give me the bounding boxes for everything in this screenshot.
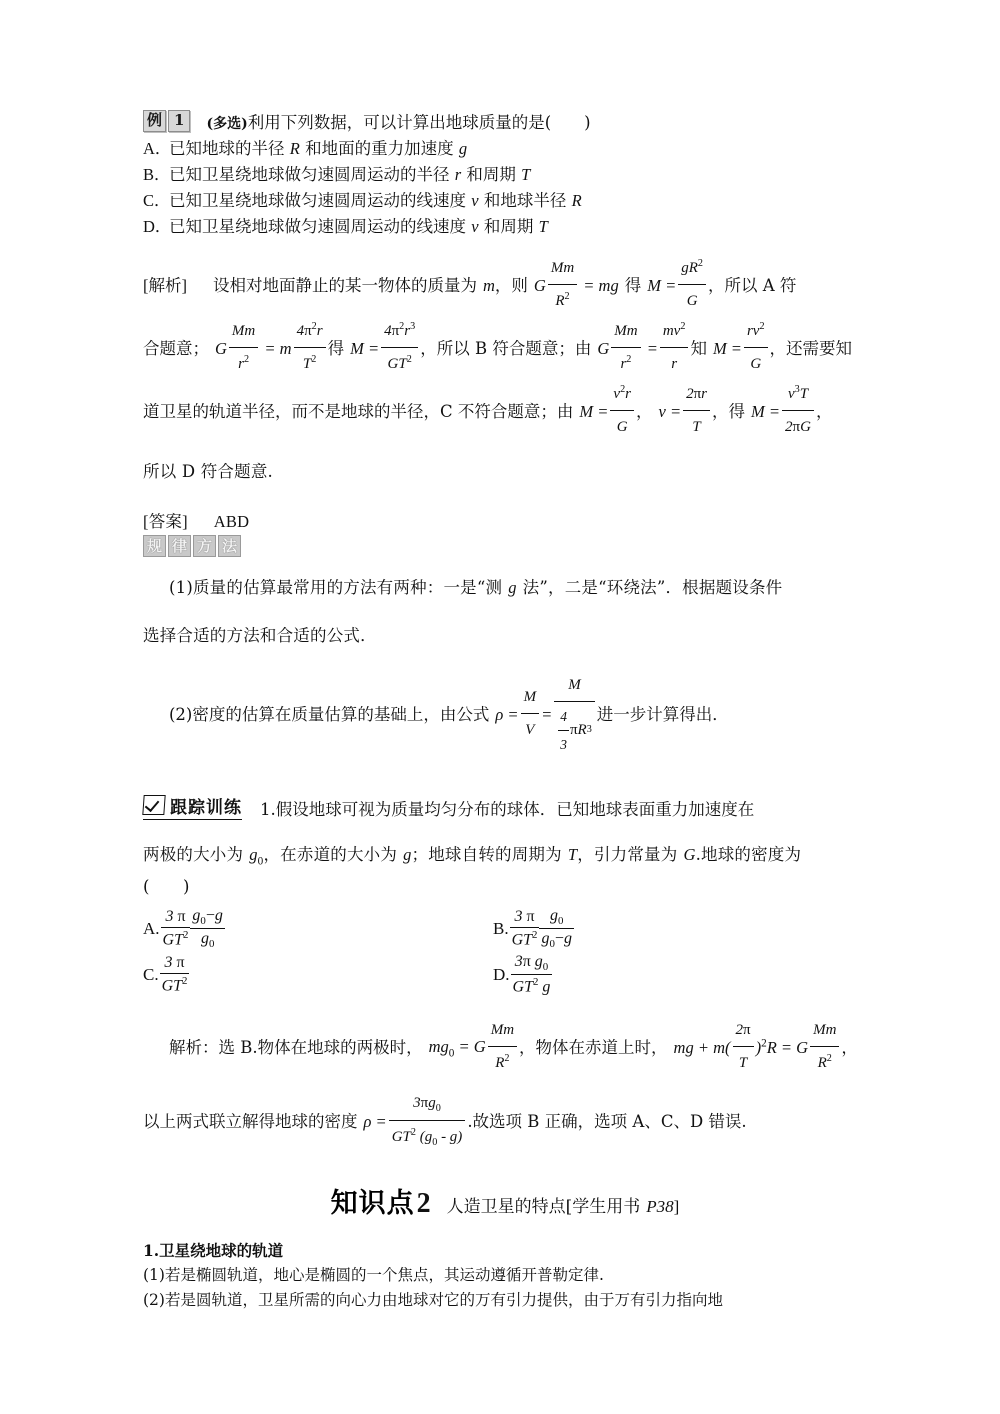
eq7-M: M = <box>579 402 609 422</box>
analysis-seg2: ，则 <box>494 276 528 296</box>
practice-question-line-3: ( ) <box>143 877 190 897</box>
practice-badge <box>143 793 242 820</box>
choice-b-var1: r <box>454 165 462 185</box>
analysis-seg10: 道卫星的轨道半径，而不是地球的半径，C 不符合题意；由 <box>143 402 574 422</box>
practice-option-d-frac1: $\frac{3\pi g_0}{GT^2 g}$ <box>512 952 551 996</box>
method-item2-b: 进一步计算得出． <box>596 705 729 724</box>
eq7-fraction: $\frac{v^2r}{G}$ <box>610 379 634 442</box>
choice-c <box>143 188 867 214</box>
knowledge-point-subtitle <box>447 1192 680 1217</box>
eq4-fraction: $\frac{4\pi^2r^3}{GT^2}$ <box>381 316 418 379</box>
method-item1-b: 法”，二是“环绕法”．根据题设条件 <box>522 578 783 598</box>
practice-option-b-frac2: $\frac{g_0}{g_0-g}$ <box>541 907 572 951</box>
practice-sol-eq1-lhs: $mg_0 = G$ <box>428 1036 486 1060</box>
practice-option-b-frac1: $\frac{3 \pi}{GT^2}$ <box>511 908 538 949</box>
practice-question-line-1: 1.假设地球可视为质量均匀分布的球体．已知地球表面重力加速度在 <box>260 799 755 819</box>
eq6-fraction: $\frac{rv^2}{G}$ <box>744 316 768 379</box>
analysis-seg6: 得 <box>327 339 345 359</box>
analysis-line-4: 所以 D 符合题意. <box>143 462 273 482</box>
eq5-fraction: $\frac{Mm}{r^2}$ <box>611 316 640 379</box>
practice-option-b[interactable] <box>493 906 843 952</box>
practice-sol-eq2-mid: )$^2$R = G <box>755 1037 809 1057</box>
knowledge-point-body <box>143 1238 867 1313</box>
practice-question-line-2 <box>143 842 867 871</box>
practice-solution-b: ，物体在赤道上时， <box>519 1037 668 1057</box>
practice-sol-eq2-fraction-2: $\frac{Mm}{R^2}$ <box>810 1015 839 1078</box>
answer-line <box>143 509 867 535</box>
choice-b <box>143 162 867 188</box>
eq5-fraction-2: $\frac{mv^2}{r}$ <box>660 316 689 379</box>
eq9-M: M = <box>751 402 781 422</box>
eq5-G: G <box>597 339 610 359</box>
analysis-seg11: ， <box>636 402 653 422</box>
method-item1-var: g <box>508 578 517 598</box>
knowledge-point-para-2: (2)若是圆轨道，卫星所需的向心力由地球对它的万有引力提供，由于万有引力指向地 <box>143 1290 723 1309</box>
choice-d-var1: v <box>471 217 479 237</box>
answer-value: ABD <box>213 511 250 531</box>
eq4-M: M = <box>350 339 380 359</box>
practice-solution-a: 解析：选 B.物体在地球的两极时， <box>169 1037 423 1057</box>
example-badge <box>143 110 190 132</box>
practice-option-d-label: D. <box>493 964 510 984</box>
practice-solution-line-2: 以上两式联立解得地球的密度 ρ = $\frac{3\pi g_0}{GT^2 (g_0 - g)}$ .故选项 B 正确，选项 A、C、D 错误. <box>143 1089 867 1155</box>
practice-option-a-frac2: $\frac{g_0-g}{g_0}$ <box>192 907 223 951</box>
choice-c-label: C． <box>143 191 171 211</box>
knowledge-point-title: 知识点 <box>330 1187 415 1219</box>
analysis-label: [解析] <box>143 276 187 296</box>
analysis-seg7: ，所以 B 符合题意；由 <box>420 339 592 359</box>
choice-a-var2: g <box>458 139 468 158</box>
choice-a-mid: 和地面的重力加速度 <box>299 139 459 158</box>
eq2-M: M = <box>647 276 677 296</box>
practice-option-c-label: C. <box>143 964 159 984</box>
practice-solution-line-1 <box>143 1016 867 1079</box>
method-badge-char-4: 法 <box>218 535 241 557</box>
method-item2-fraction-1: $\frac{M}{V}$ <box>521 682 540 745</box>
method-item-1-line-1 <box>143 575 867 601</box>
method-item2-rho: ρ <box>495 705 504 724</box>
choice-a-label: A． <box>143 139 172 158</box>
practice-option-c[interactable] <box>143 952 493 998</box>
analysis-line-2: 合题意； G $\frac{Mm}{r^2}$ = m $\frac{4\pi^2r}{T^2}$ 得 M = $\frac{4\pi^2r^3}{GT^2}$ ，所以 B 符合题意；由 G $\frac{Mm}{r^2}$ = $\frac{mv^2}{r}$ 知 M = $\frac{rv^2}{G}$ ，还需要知 <box>143 317 867 380</box>
choice-b-label: B． <box>143 165 171 185</box>
eq1-fraction: $\frac{Mm}{R^2}$ <box>548 253 577 316</box>
practice-option-d[interactable] <box>493 952 843 998</box>
method-badge <box>143 535 241 557</box>
knowledge-point-header <box>143 1181 867 1220</box>
eq2-fraction: $\frac{gR^2}{G}$ <box>678 253 706 316</box>
analysis-var-m: m <box>483 276 495 296</box>
practice-sol-rho: ρ <box>363 1112 372 1132</box>
practice-options-row-1 <box>143 906 867 952</box>
choice-a-pre: 已知地球的半径 <box>169 139 290 158</box>
knowledge-point-number: 2 <box>416 1187 431 1219</box>
eq9-fraction: $\frac{v^3T}{2\pi G}$ <box>782 379 814 442</box>
eq8-v: v = <box>658 402 682 422</box>
page-content <box>143 108 867 1313</box>
example-stem <box>206 109 590 133</box>
choice-d-label: D． <box>143 217 172 237</box>
practice-option-a[interactable] <box>143 906 493 952</box>
choice-b-pre: 已知卫星绕地球做匀速圆周运动的半径 <box>169 165 455 185</box>
eq3-fraction: $\frac{Mm}{r^2}$ <box>229 316 258 379</box>
practice-header <box>143 793 867 820</box>
practice-badge-title: 跟踪训练 <box>170 797 242 818</box>
method-item1-a: (1)质量的估算最常用的方法有两种：一是“测 <box>169 578 503 598</box>
example-tag: (多选) <box>206 116 248 132</box>
practice-options-row-2 <box>143 952 867 998</box>
method-item2-fraction-2: M $\frac{4}{3}$ π R 3 <box>554 670 595 758</box>
choice-c-var2: R <box>571 191 582 211</box>
knowledge-point-page-ref: P38 <box>646 1196 674 1216</box>
analysis-block <box>143 254 867 485</box>
practice-q2-a: 两极的大小为 <box>143 844 244 864</box>
eq8-fraction: $\frac{2\pi r}{T}$ <box>683 379 710 442</box>
eq3-fraction-2: $\frac{4\pi^2r}{T^2}$ <box>294 316 326 379</box>
practice-option-a-frac1: $\frac{3 \pi}{GT^2}$ <box>162 908 189 949</box>
check-icon <box>142 795 165 815</box>
choice-d-mid: 和周期 <box>478 217 539 237</box>
practice-sol-eq2-fraction: $\frac{2\pi}{T}$ <box>733 1015 754 1078</box>
example-header <box>143 108 867 134</box>
example-choices <box>143 136 867 240</box>
method-item-1-line-2: 选择合适的方法和合适的公式． <box>143 625 377 645</box>
practice-q2-b: ，在赤道的大小为 <box>263 844 398 864</box>
practice-option-a-label: A. <box>143 918 160 938</box>
analysis-seg13: ， <box>815 402 833 422</box>
practice-sol-eq3-fraction: $\frac{3\pi g_0}{GT^2 (g_0 - g)}$ <box>389 1088 466 1154</box>
practice-q2-c: ；地球自转的周期为 <box>411 844 562 864</box>
method-item-2: (2)密度的估算在质量估算的基础上，由公式 ρ = $\frac{M}{V}$ = M $\frac{4}{3}$ π R 3 进一步计算得出． <box>143 671 867 759</box>
analysis-seg12: ，得 <box>712 402 746 422</box>
method-block <box>143 575 867 758</box>
method-badge-char-3: 方 <box>193 535 216 557</box>
knowledge-point-subtitle-text: 人造卫星的特点[学生用书 <box>446 1196 641 1217</box>
analysis-seg8: 知 <box>690 339 707 359</box>
choice-b-var2: T <box>521 165 531 185</box>
example-stem-text: 利用下列数据，可以计算出地球质量的是( ) <box>247 113 591 132</box>
choice-c-pre: 已知卫星绕地球做匀速圆周运动的线速度 <box>169 191 472 211</box>
practice-sol-eq2-lhs: mg + m( <box>673 1037 731 1057</box>
choice-d-var2: T <box>538 217 548 237</box>
eq1-G: G <box>533 276 546 296</box>
practice-option-c-frac1: $\frac{3 \pi}{GT^2}$ <box>161 954 188 995</box>
practice-solution-e: .故选项 B 正确，选项 A、C、D 错误. <box>467 1112 747 1132</box>
practice-q2-g: g <box>403 844 412 864</box>
analysis-seg9: ，还需要知 <box>769 339 853 359</box>
practice-q2-T: T <box>567 844 578 864</box>
example-badge-char: 例 <box>143 110 166 132</box>
analysis-line-1: [解析] 设相对地面静止的某一物体的质量为 m ，则 G $\frac{Mm}{R^2}$ = mg 得 M = $\frac{gR^2}{G}$ ，所以 A 符 <box>143 254 867 317</box>
practice-q2-G: G <box>683 844 696 864</box>
choice-b-mid: 和周期 <box>461 165 522 185</box>
method-item2-a: (2)密度的估算在质量估算的基础上，由公式 <box>169 705 490 724</box>
analysis-seg4: ，所以 A 符 <box>708 276 797 296</box>
method-badge-char-2: 律 <box>168 535 191 557</box>
choice-d <box>143 214 867 240</box>
practice-solution-d: 以上两式联立解得地球的密度 <box>143 1112 358 1132</box>
eq3-G: G <box>215 339 227 359</box>
choice-d-pre: 已知卫星绕地球做匀速圆周运动的线速度 <box>169 217 472 237</box>
practice-q2-e: .地球的密度为 <box>695 844 802 864</box>
analysis-line-3 <box>143 380 867 443</box>
choice-c-var1: v <box>471 191 479 211</box>
practice-solution-c: ， <box>841 1037 858 1057</box>
choice-a <box>143 136 867 162</box>
example-badge-number: 1 <box>168 110 190 132</box>
practice-option-b-label: B. <box>493 918 509 938</box>
knowledge-point-subtitle-end: ] <box>673 1196 680 1216</box>
method-badge-char-1: 规 <box>143 535 166 557</box>
analysis-seg5: 合题意； <box>143 339 209 359</box>
practice-q2-d: ，引力常量为 <box>577 844 678 864</box>
analysis-seg3: 得 <box>624 276 642 296</box>
analysis-seg1: 设相对地面静止的某一物体的质量为 <box>213 276 477 296</box>
knowledge-point-heading-1: 1.卫星绕地球的轨道 <box>143 1240 284 1260</box>
answer-label: [答案] <box>143 511 188 531</box>
choice-a-var1: R <box>289 139 300 158</box>
practice-sol-eq1-fraction: $\frac{Mm}{R^2}$ <box>488 1015 517 1078</box>
eq6-M: M = <box>712 339 742 359</box>
knowledge-point-para-1: (1)若是椭圆轨道，地心是椭圆的一个焦点，其运动遵循开普勒定律. <box>143 1265 604 1284</box>
practice-q2-g0: $g_0$ <box>249 844 264 867</box>
choice-c-mid: 和地球半径 <box>478 191 572 211</box>
